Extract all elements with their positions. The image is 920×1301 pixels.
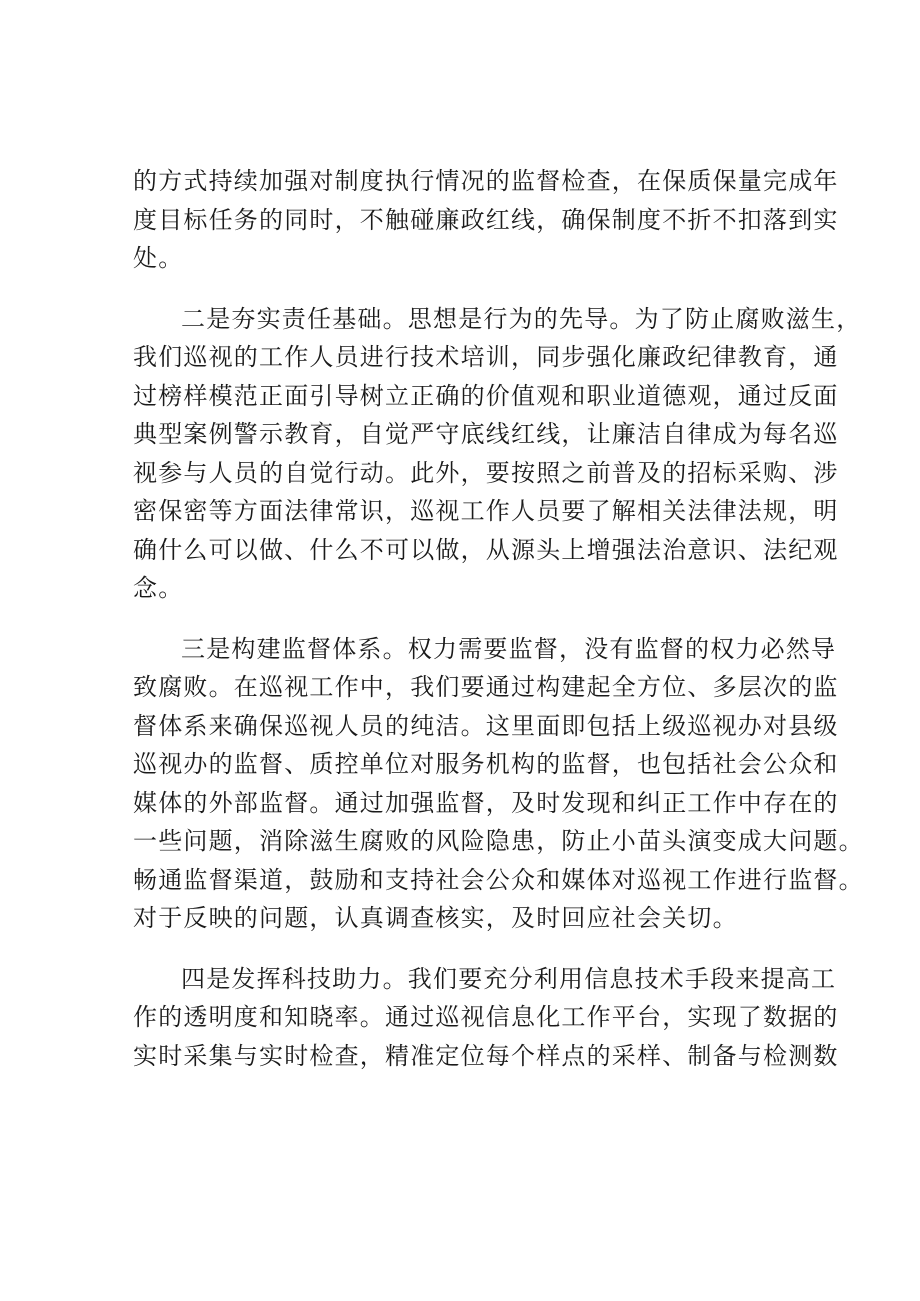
- text-line: 念。: [133, 574, 184, 602]
- text-line: 典型案例警示教育，自觉严守底线红线，让廉洁自律成为每名巡: [133, 420, 839, 448]
- text-line: 一些问题，消除滋生腐败的风险隐患，防止小苗头演变成大问题。: [133, 827, 864, 855]
- paragraph-2: [133, 300, 862, 608]
- text-line: 作的透明度和知晓率。通过巡视信息化工作平台，实现了数据的: [133, 1003, 839, 1031]
- text-line: 视参与人员的自觉行动。此外，要按照之前普及的招标采购、涉: [133, 458, 839, 487]
- text-line: 二是夯实责任基础。思想是行为的先导。为了防止腐败滋生，: [181, 304, 862, 333]
- text-line: 的方式持续加强对制度执行情况的监督检查，在保质保量完成年: [133, 167, 839, 195]
- text-line: 处。: [133, 244, 184, 272]
- paragraph-3: [133, 630, 864, 938]
- text-line: 三是构建监督体系。权力需要监督，没有监督的权力必然导: [181, 634, 837, 663]
- text-line: 巡视办的监督、质控单位对服务机构的监督，也包括社会公众和: [133, 750, 839, 778]
- paragraph-1: [133, 162, 839, 278]
- body-text: [133, 162, 864, 1097]
- text-line: 度目标任务的同时，不触碰廉政红线，确保制度不折不扣落到实: [133, 205, 839, 234]
- text-line: 畅通监督渠道，鼓励和支持社会公众和媒体对巡视工作进行监督。: [133, 865, 864, 894]
- text-line: 密保密等方面法律常识，巡视工作人员要了解相关法律法规，明: [133, 497, 839, 525]
- text-line: 致腐败。在巡视工作中，我们要通过构建起全方位、多层次的监: [133, 673, 839, 701]
- text-line: 实时采集与实时检查，精准定位每个样点的采样、制备与检测数: [133, 1041, 839, 1070]
- text-line: 过榜样模范正面引导树立正确的价值观和职业道德观，通过反面: [133, 381, 839, 410]
- text-line: 四是发挥科技助力。我们要充分利用信息技术手段来提高工: [181, 964, 837, 993]
- paragraph-4: [133, 960, 839, 1076]
- text-line: 媒体的外部监督。通过加强监督，及时发现和纠正工作中存在的: [133, 788, 839, 817]
- text-line: 我们巡视的工作人员进行技术培训，同步强化廉政纪律教育，通: [133, 343, 839, 371]
- text-line: 督体系来确保巡视人员的纯洁。这里面即包括上级巡视办对县级: [133, 711, 839, 740]
- text-line: 确什么可以做、什么不可以做，从源头上增强法治意识、法纪观: [133, 535, 839, 564]
- text-line: 对于反映的问题，认真调查核实，及时回应社会关切。: [133, 904, 738, 932]
